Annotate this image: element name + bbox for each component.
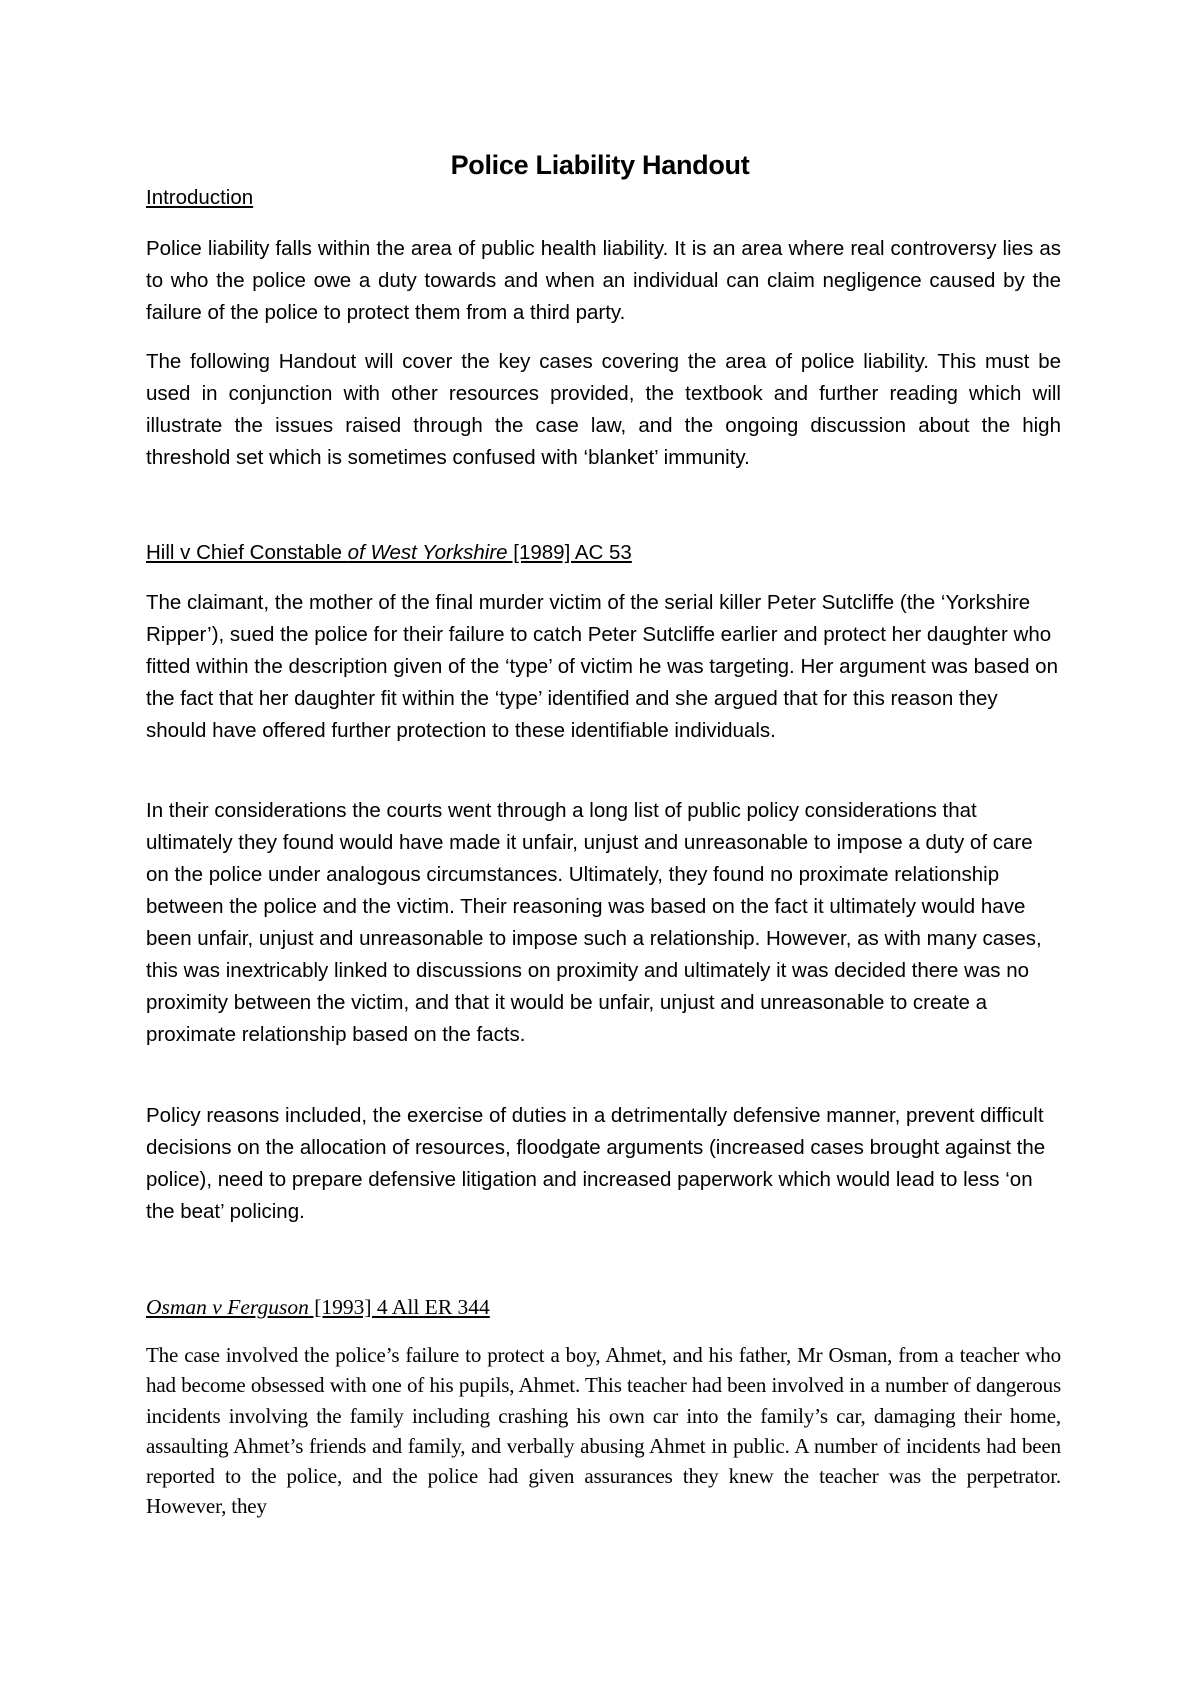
- hill-heading-citation: [1989] AC 53: [507, 541, 632, 564]
- osman-heading-case: Osman v Ferguson: [146, 1295, 309, 1319]
- hill-paragraph-1: The claimant, the mother of the final murder victim of the serial killer Peter Sutcliffe (the ‘Yorkshire Ripper’), sued the police for their failure to catch Peter Sutcliffe earlier and protect her daughter who fitted within the description given of the ‘type’ of victim he was targeting. Her argument was based on the fact that her daughter fit within the ‘type’ identified and she argued that for this reason they should have offered further protection to these identifiable individuals.: [146, 591, 1058, 742]
- hill-paragraph-3: Policy reasons included, the exercise of duties in a detrimentally defensive manner, prevent difficult decisions on the allocation of resources, floodgate arguments (increased cases brought against the police), need to prepare defensive litigation and increased paperwork which would lead to less ‘on the beat’ policing.: [146, 1104, 1046, 1223]
- hill-case-heading: [146, 541, 632, 565]
- osman-heading-citation: [1993] 4 All ER 344: [308, 1295, 490, 1319]
- hill-paragraph-2: In their considerations the courts went through a long list of public policy considerations that ultimately they found would have made it unfair, unjust and unreasonable to impose a duty of care on the police under analogous circumstances. Ultimately, they found no proximate relationship between the police and the victim. Their reasoning was based on the fact it ultimately would have been unfair, unjust and unreasonable to impose such a relationship. However, as with many cases, this was inextricably linked to discussions on proximity and ultimately it was decided there was no proximity between the victim, and that it would be unfair, unjust and unreasonable to create a proximate relationship based on the facts.: [146, 799, 1042, 1046]
- osman-paragraph-1: The case involved the police’s failure to protect a boy, Ahmet, and his father, Mr Osman, from a teacher who had become obsessed with one of his pupils, Ahmet. This teacher had been involved in a number of dangerous incidents involving the family including crashing his own car into the family’s car, damaging their home, assaulting Ahmet’s friends and family, and verbally abusing Ahmet in public. A number of incidents had been reported to the police, and the police had given assurances they knew the teacher was the perpetrator. However, they: [146, 1343, 1061, 1519]
- intro-paragraph-2: The following Handout will cover the key cases covering the area of police liability. This must be used in conjunction with other resources provided, the textbook and further reading which will illustrate the issues raised through the case law, and the ongoing discussion about the high threshold set which is sometimes confused with ‘blanket’ immunity.: [146, 350, 1061, 469]
- intro-paragraph-1: Police liability falls within the area of public health liability. It is an area where real controversy lies as to who the police owe a duty towards and when an individual can claim negligence caused by the failure of the police to protect them from a third party.: [146, 237, 1061, 324]
- hill-heading-party: Hill v Chief Constable: [146, 541, 348, 564]
- osman-case-heading: [146, 1295, 490, 1320]
- introduction-heading: Introduction: [146, 186, 254, 209]
- page-title: Police Liability Handout: [450, 150, 750, 180]
- hill-heading-italic: of West Yorkshire: [347, 541, 508, 564]
